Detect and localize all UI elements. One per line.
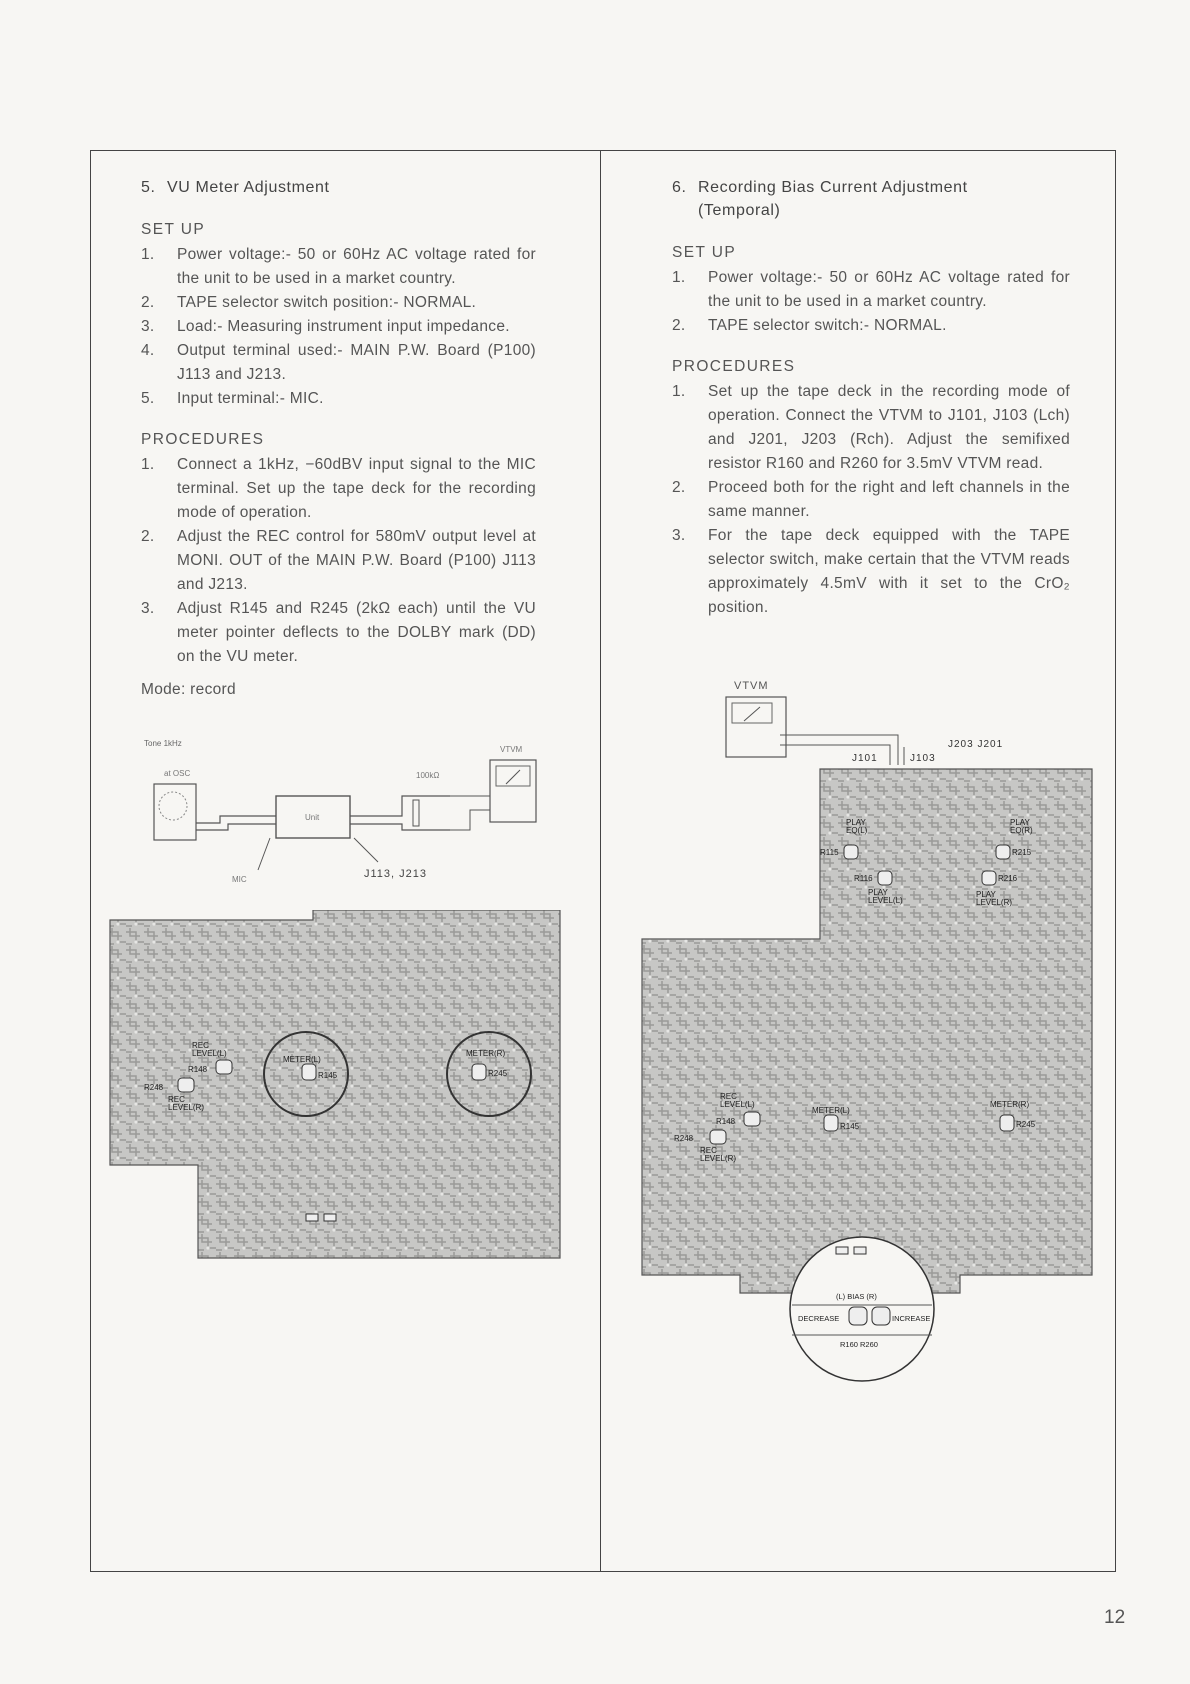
r245-trimmer bbox=[472, 1064, 486, 1080]
r148-trimmer bbox=[216, 1060, 232, 1074]
r148-trimmer bbox=[744, 1112, 760, 1126]
r145-trimmer bbox=[824, 1115, 838, 1131]
play-level-l-label: PLAY bbox=[868, 888, 888, 897]
setup-heading: SET UP bbox=[141, 221, 206, 238]
meter-r-label: METER(R) bbox=[990, 1100, 1030, 1109]
list-item: 3. Load:- Measuring instrument input impedance. bbox=[141, 318, 510, 335]
r245-trimmer bbox=[1000, 1115, 1014, 1131]
setup-heading: SET UP bbox=[672, 244, 737, 261]
r148-label: R148 bbox=[188, 1065, 208, 1074]
r216-trimmer bbox=[982, 871, 996, 885]
list-item: 1. Set up the tape deck in the recording mode of operation. Connect the VTVM to J101, J103 (Lch) and J201, J203 (Rch). Adjust the semifixed resistor R160 and R260 for 3.5mV VTVM read. bbox=[672, 383, 1070, 472]
svg-text:LEVEL(R): LEVEL(R) bbox=[700, 1154, 737, 1163]
r160-r260-label: R160 R260 bbox=[840, 1340, 878, 1349]
unit-label: Unit bbox=[305, 813, 320, 822]
list-item: 1. Power voltage:- 50 or 60Hz AC voltage rated for the unit to be used in a market country. bbox=[141, 246, 536, 287]
list-item: 1. Connect a 1kHz, −60dBV input signal to the MIC terminal. Set up the tape deck for the recording mode of operation. bbox=[141, 456, 536, 521]
resistor-label: 100kΩ bbox=[416, 771, 440, 780]
decrease-label: DECREASE bbox=[798, 1314, 840, 1323]
list-item: 4. Output terminal used:- MAIN P.W. Board (P100) J113 and J213. bbox=[141, 342, 536, 383]
rec-level-r-label: REC bbox=[700, 1146, 717, 1155]
mic-label: MIC bbox=[232, 875, 247, 884]
setup-list bbox=[141, 243, 536, 411]
procedures-heading: PROCEDURES bbox=[141, 431, 265, 448]
meter-l-label: METER(L) bbox=[283, 1055, 321, 1064]
r216-label: R216 bbox=[998, 874, 1018, 883]
r115-label: R115 bbox=[820, 848, 839, 857]
column-divider bbox=[600, 150, 601, 1572]
bias-label: (L) BIAS (R) bbox=[836, 1292, 877, 1301]
connection-diagram-vu bbox=[140, 738, 550, 888]
r245-label: R245 bbox=[1016, 1120, 1036, 1129]
vtvm-box bbox=[726, 697, 786, 757]
r215-trimmer bbox=[996, 845, 1010, 859]
r248-trimmer bbox=[178, 1078, 194, 1092]
r245-label: R245 bbox=[488, 1069, 508, 1078]
procedures-list bbox=[672, 380, 1070, 620]
rec-level-r-label: REC bbox=[168, 1095, 185, 1104]
list-item: 2. Adjust the REC control for 580mV output level at MONI. OUT of the MAIN P.W. Board (P100) J113 and J213. bbox=[141, 528, 536, 593]
main-pcb-right bbox=[640, 675, 1100, 1395]
svg-text:LEVEL(R): LEVEL(R) bbox=[168, 1103, 205, 1112]
page-number: 12 bbox=[1104, 1607, 1126, 1628]
r215-label: R215 bbox=[1012, 848, 1032, 857]
vtvm-box bbox=[490, 760, 536, 822]
vtvm-label: VTVM bbox=[500, 745, 523, 754]
list-item: 2. Proceed both for the right and left channels in the same manner. bbox=[672, 479, 1070, 520]
play-eq-l-label: PLAY bbox=[846, 818, 866, 827]
meter-r-label: METER(R) bbox=[466, 1049, 506, 1058]
r116-trimmer bbox=[878, 871, 892, 885]
svg-text:EQ(L): EQ(L) bbox=[846, 826, 868, 835]
j203-j201-label: J203 J201 bbox=[948, 739, 1004, 750]
r160-trimmer bbox=[849, 1307, 867, 1325]
procedures-heading: PROCEDURES bbox=[672, 358, 796, 375]
setup-list bbox=[672, 266, 1070, 338]
list-item: 1. Power voltage:- 50 or 60Hz AC voltage rated for the unit to be used in a market country. bbox=[672, 269, 1070, 310]
list-item: 3. Adjust R145 and R245 (2kΩ each) until the VU meter pointer deflects to the DOLBY mark (DD) on the VU meter. bbox=[141, 600, 536, 665]
main-pcb-left bbox=[108, 910, 563, 1260]
section-title: 5. VU Meter Adjustment bbox=[141, 179, 330, 196]
r248-label: R248 bbox=[144, 1083, 164, 1092]
mode-label: Mode: record bbox=[141, 681, 236, 698]
j101-label: J101 bbox=[852, 753, 878, 764]
r148-label: R148 bbox=[716, 1117, 736, 1126]
svg-text:LEVEL(L): LEVEL(L) bbox=[868, 896, 903, 905]
oscillator-dial bbox=[159, 792, 187, 820]
list-item: 2. TAPE selector switch:- NORMAL. bbox=[672, 317, 947, 334]
r248-trimmer bbox=[710, 1130, 726, 1144]
resistor-symbol bbox=[413, 800, 419, 826]
rec-level-l-label: REC bbox=[192, 1041, 209, 1050]
svg-text:LEVEL(R): LEVEL(R) bbox=[976, 898, 1013, 907]
procedures-list bbox=[141, 453, 536, 669]
list-item: 2. TAPE selector switch position:- NORMAL. bbox=[141, 294, 477, 311]
r145-label: R145 bbox=[318, 1071, 338, 1080]
play-level-r-label: PLAY bbox=[976, 890, 996, 899]
list-item: 5. Input terminal:- MIC. bbox=[141, 390, 324, 407]
svg-text:LEVEL(L): LEVEL(L) bbox=[720, 1100, 755, 1109]
r116-label: R116 bbox=[854, 874, 873, 883]
r145-label: R145 bbox=[840, 1122, 860, 1131]
r260-trimmer bbox=[872, 1307, 890, 1325]
rec-level-l-label: REC bbox=[720, 1092, 737, 1101]
r115-trimmer bbox=[844, 845, 858, 859]
r145-trimmer bbox=[302, 1064, 316, 1080]
section-title: 6. Recording Bias Current Adjustment (Temporal) bbox=[672, 179, 968, 219]
osc-label: at OSC bbox=[164, 769, 191, 778]
vtvm-label: VTVM bbox=[734, 680, 769, 692]
play-eq-r-label: PLAY bbox=[1010, 818, 1030, 827]
jack-label: J113, J213 bbox=[364, 868, 428, 880]
section-recording-bias bbox=[672, 176, 1070, 640]
j103-label: J103 bbox=[910, 753, 936, 764]
tone-label: Tone 1kHz bbox=[144, 739, 182, 748]
svg-text:LEVEL(L): LEVEL(L) bbox=[192, 1049, 227, 1058]
r248-label: R248 bbox=[674, 1134, 694, 1143]
section-vu-meter bbox=[141, 176, 536, 699]
list-item: 3. For the tape deck equipped with the TAPE selector switch, make certain that the VTVM reads approximately 4.5mV with it set to the CrO₂ position. bbox=[672, 527, 1070, 616]
meter-l-label: METER(L) bbox=[812, 1106, 850, 1115]
increase-label: INCREASE bbox=[892, 1314, 931, 1323]
svg-text:EQ(R): EQ(R) bbox=[1010, 826, 1033, 835]
